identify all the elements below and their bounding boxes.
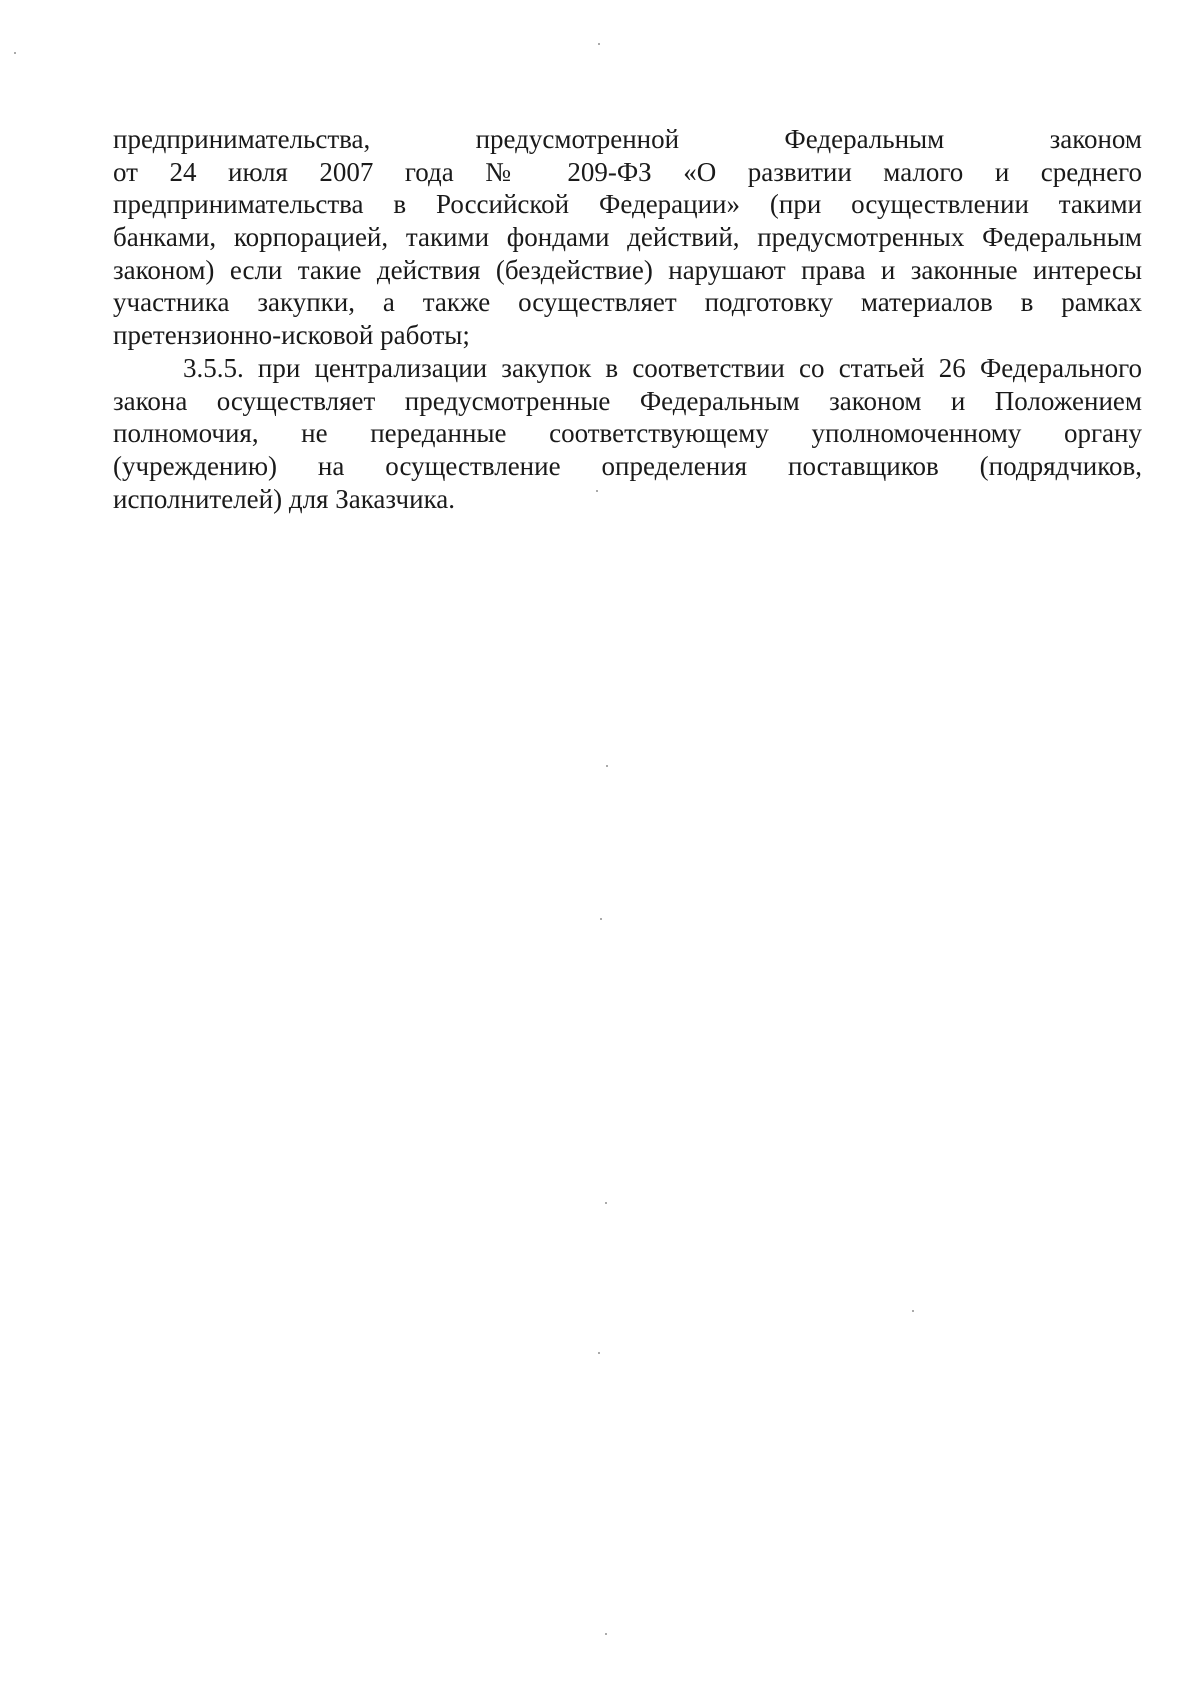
text-line: законом) если такие действия (бездействие) нарушают права и законные интересы (113, 254, 1142, 285)
text-line: полномочия, не переданные соответствующему уполномоченному органу (113, 418, 1142, 449)
scan-speck (606, 765, 608, 767)
text-line: от 24 июля 2007 года № 209-ФЗ «О развитии малого и среднего (113, 156, 1142, 187)
text-line: претензионно-исковой работы; (113, 320, 470, 351)
scan-speck (600, 918, 602, 920)
text-line: предпринимательства в Российской Федерации» (при осуществлении такими (113, 189, 1142, 220)
scan-speck (598, 1352, 600, 1354)
text-line: банками, корпорацией, такими фондами действий, предусмотренных Федеральным (113, 222, 1142, 253)
scan-speck (605, 1202, 607, 1204)
scan-speck (596, 490, 598, 492)
text-line: участника закупки, а также осуществляет подготовку материалов в рамках (113, 287, 1142, 318)
scan-speck (598, 43, 600, 45)
scan-speck (912, 1310, 914, 1312)
text-line: предпринимательства, предусмотренной Федеральным законом (113, 124, 1142, 154)
text-line: (учреждению) на осуществление определения поставщиков (подрядчиков, (113, 450, 1142, 481)
text-line: закона осуществляет предусмотренные Федеральным законом и Положением (113, 385, 1142, 416)
scan-speck (605, 1633, 607, 1635)
scan-speck (14, 52, 16, 54)
paragraph-first-line: 3.5.5. при централизации закупок в соответствии со статьей 26 Федерального (183, 352, 1142, 383)
text-line: исполнителей) для Заказчика. (113, 483, 456, 514)
document-body (113, 123, 1142, 515)
